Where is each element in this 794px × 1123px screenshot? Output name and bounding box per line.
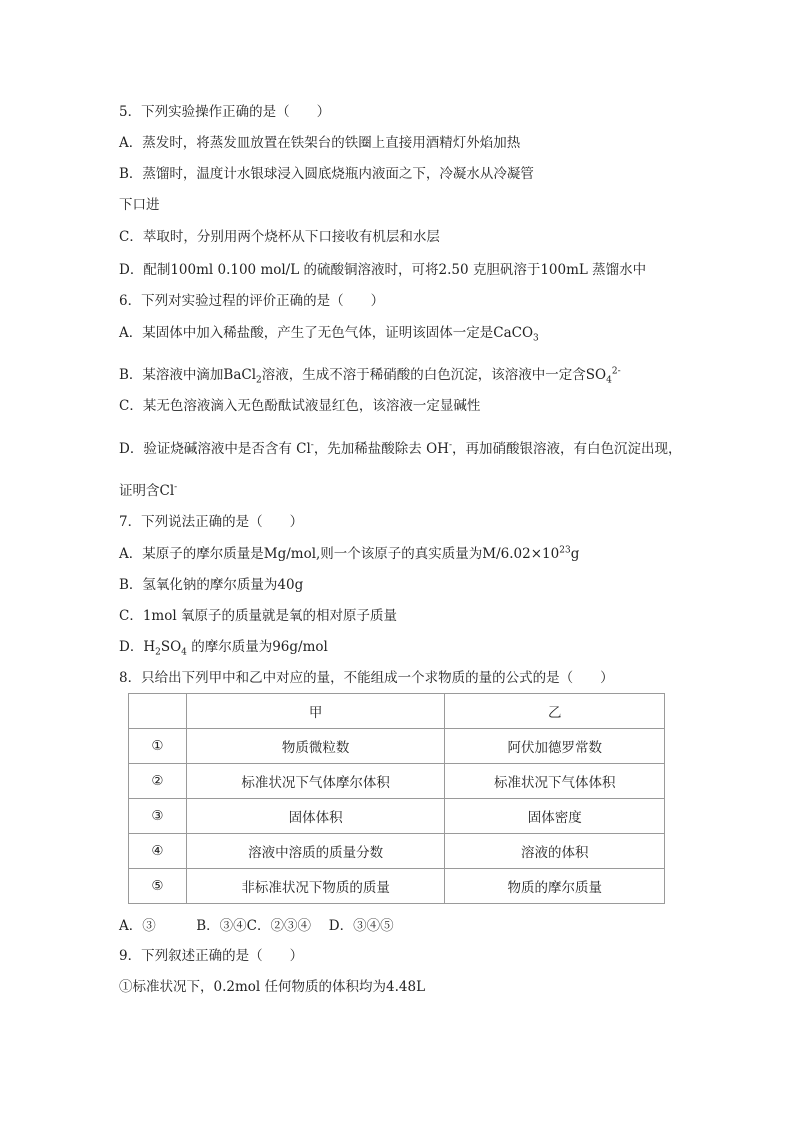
q5-option-b: B．蒸馏时，温度计水银球浸入圆底烧瓶内液面之下，冷凝水从冷凝管 bbox=[119, 166, 534, 182]
table-cell: ④ bbox=[129, 834, 187, 869]
q5-option-d: D．配制100ml 0.100 mol/L 的硫酸铜溶液时，可将2.50 克胆矾溶于100mL 蒸馏水中 bbox=[119, 262, 647, 278]
table-cell: 固体体积 bbox=[186, 799, 445, 834]
q9-item-1: ①标准状况下，0.2mol 任何物质的体积均为4.48L bbox=[119, 979, 426, 995]
table-cell: 溶液的体积 bbox=[445, 834, 665, 869]
q7-option-a: A．某原子的摩尔质量是Mg/mol,则一个该原子的真实质量为$M/6.02\times 10^{23}g$ bbox=[119, 545, 580, 562]
q6-option-d: D．验证烧碱溶液中是否含有 Cl-，先加稀盐酸除去 OH-，再加硝酸银溶液，有白色沉淀出现， bbox=[119, 440, 682, 457]
q7-option-d: D．$H_2SO_4$ 的摩尔质量为96g/mol bbox=[119, 639, 328, 658]
table-cell: 物质微粒数 bbox=[186, 729, 445, 764]
table-cell: ⑤ bbox=[129, 869, 187, 904]
table-row bbox=[129, 764, 665, 799]
q8-options: A．③ B．③④C．②③④ D．③④⑤ bbox=[119, 918, 394, 934]
q6-option-d-continued: 证明含Cl- bbox=[119, 482, 178, 499]
q6-stem: 6．下列对实验过程的评价正确的是（ ） bbox=[119, 293, 385, 309]
table-row bbox=[129, 834, 665, 869]
table-cell: 溶液中溶质的质量分数 bbox=[186, 834, 445, 869]
table-cell: ② bbox=[129, 764, 187, 799]
table-cell: 标准状况下气体摩尔体积 bbox=[186, 764, 445, 799]
q8-stem: 8．只给出下列甲中和乙中对应的量，不能组成一个求物质的量的公式的是（ ） bbox=[119, 670, 614, 686]
table-header-cell: 甲 bbox=[186, 694, 445, 729]
table-row bbox=[129, 729, 665, 764]
q6-option-a: A．某固体中加入稀盐酸，产生了无色气体，证明该固体一定是CaCO$_3$ bbox=[119, 325, 539, 344]
table-header-row bbox=[129, 694, 665, 729]
q7-option-b: B．氢氧化钠的摩尔质量为40g bbox=[119, 577, 304, 593]
table-cell: 标准状况下气体体积 bbox=[445, 764, 665, 799]
q7-option-c: C．1mol 氧原子的质量就是氧的相对原子质量 bbox=[119, 608, 397, 624]
table-row bbox=[129, 869, 665, 904]
q5-option-a: A．蒸发时，将蒸发皿放置在铁架台的铁圈上直接用酒精灯外焰加热 bbox=[119, 135, 521, 151]
table-cell: 固体密度 bbox=[445, 799, 665, 834]
q5-option-c: C．萃取时，分别用两个烧杯从下口接收有机层和水层 bbox=[119, 229, 440, 245]
q5-stem: 5．下列实验操作正确的是（ ） bbox=[119, 104, 331, 120]
q6-option-c: C．某无色溶液滴入无色酚酞试液显红色，该溶液一定显碱性 bbox=[119, 398, 481, 414]
table-header-cell: 乙 bbox=[445, 694, 665, 729]
table-cell: ③ bbox=[129, 799, 187, 834]
table-row bbox=[129, 799, 665, 834]
q8-table bbox=[128, 693, 665, 904]
table-cell: ① bbox=[129, 729, 187, 764]
table-cell: 阿伏加德罗常数 bbox=[445, 729, 665, 764]
table-header-cell bbox=[129, 694, 187, 729]
q9-stem: 9．下列叙述正确的是（ ） bbox=[119, 948, 304, 964]
table-cell: 物质的摩尔质量 bbox=[445, 869, 665, 904]
q7-stem: 7．下列说法正确的是（ ） bbox=[119, 514, 304, 530]
q6-option-b: B．某溶液中滴加BaCl$_2$溶液，生成不溶于稀硝酸的白色沉淀，该溶液中一定含$SO_4^{2-}$ bbox=[119, 366, 621, 386]
table-cell: 非标准状况下物质的质量 bbox=[186, 869, 445, 904]
q5-option-b-continued: 下口进 bbox=[119, 197, 160, 213]
